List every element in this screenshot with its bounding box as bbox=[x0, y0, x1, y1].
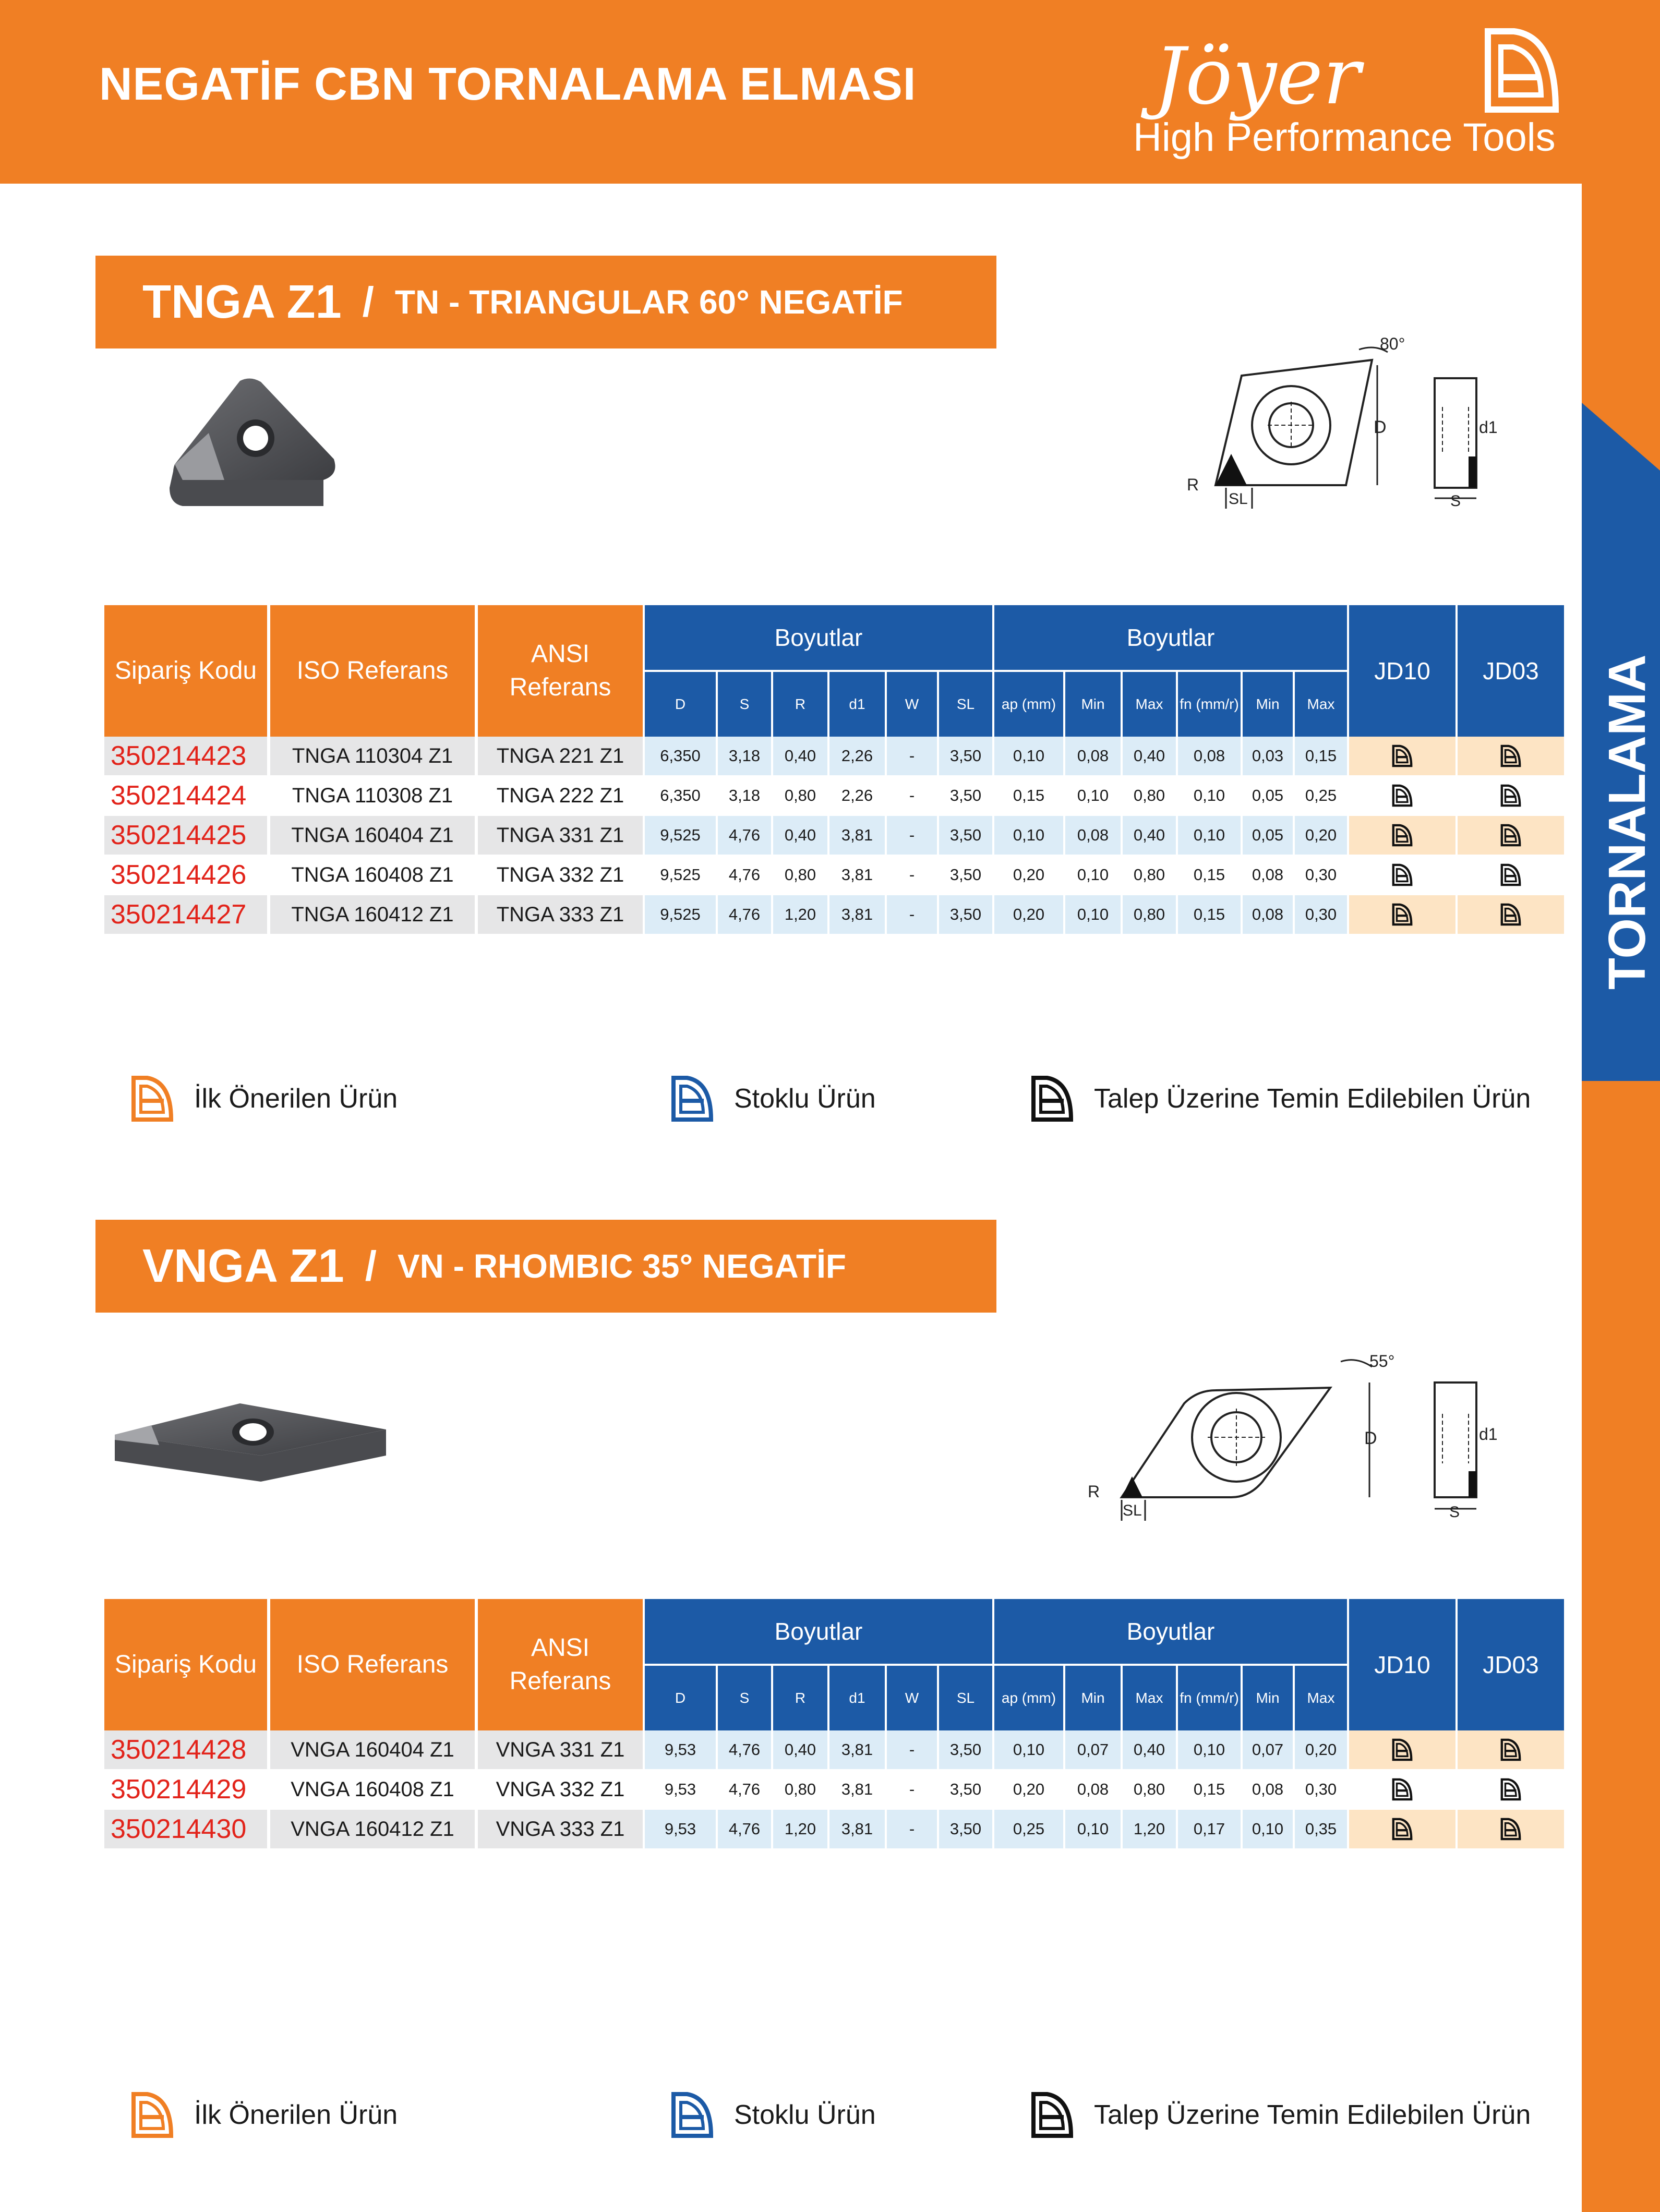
on-request-icon bbox=[1391, 744, 1414, 767]
cell-SL: 3,50 bbox=[939, 895, 992, 934]
drawing-r-label: R bbox=[1088, 1482, 1100, 1501]
cell-jd10-availability bbox=[1349, 776, 1455, 815]
cell-jd10-availability bbox=[1349, 816, 1455, 855]
cell-ansi: VNGA 333 Z1 bbox=[478, 1810, 643, 1848]
header-sl: SL bbox=[939, 672, 992, 737]
cell-ansi: TNGA 331 Z1 bbox=[478, 816, 643, 855]
cell-code: 350214426 bbox=[111, 860, 247, 890]
vnga-table bbox=[104, 1599, 1570, 1849]
cell-ap-max: 0,40 bbox=[1123, 737, 1176, 775]
cell-ap-min: 0,10 bbox=[1077, 865, 1109, 884]
cell-fn-max: 0,30 bbox=[1295, 895, 1347, 934]
table-header bbox=[104, 1599, 1570, 1730]
tnga-insert-photo bbox=[167, 376, 339, 511]
cell-iso: TNGA 110304 Z1 bbox=[270, 737, 475, 775]
header-jd10: JD10 bbox=[1349, 605, 1455, 737]
cell-R: 0,80 bbox=[784, 865, 816, 884]
cell-fn-max: 0,20 bbox=[1295, 816, 1347, 855]
cell-S: 4,76 bbox=[718, 1730, 771, 1769]
cell-ap-min: 0,10 bbox=[1065, 895, 1121, 934]
on-request-icon bbox=[1391, 824, 1414, 847]
side-tab-label: TORNALAMA bbox=[1598, 654, 1656, 990]
drawing-d-label: D bbox=[1374, 417, 1387, 437]
cell-W: - bbox=[887, 1730, 937, 1769]
section-separator: / bbox=[362, 279, 374, 325]
cell-ap-min: 0,10 bbox=[1077, 786, 1109, 804]
on-request-icon bbox=[1030, 1075, 1074, 1123]
cell-D: 9,525 bbox=[660, 865, 701, 884]
cell-S: 4,76 bbox=[728, 1780, 761, 1798]
header-sl: SL bbox=[939, 1666, 992, 1730]
cell-jd03-availability bbox=[1458, 816, 1564, 855]
header-ap: ap (mm) bbox=[994, 1666, 1063, 1730]
cell-W: - bbox=[909, 786, 915, 804]
on-request-icon bbox=[1499, 863, 1522, 886]
header-cutting: Boyutlar bbox=[994, 605, 1347, 670]
header-r: R bbox=[773, 672, 827, 737]
cell-S: 3,18 bbox=[728, 786, 761, 804]
cell-jd10-availability bbox=[1349, 1730, 1455, 1769]
cell-ansi: TNGA 333 Z1 bbox=[478, 895, 643, 934]
page-title: NEGATİF CBN TORNALAMA ELMASI bbox=[99, 58, 917, 110]
table-row bbox=[104, 856, 1570, 895]
cell-ap-max: 0,80 bbox=[1133, 786, 1165, 804]
cell-iso: TNGA 160408 Z1 bbox=[291, 863, 454, 886]
legend-recommended bbox=[130, 1075, 398, 1123]
cell-SL: 3,50 bbox=[939, 1730, 992, 1769]
stock-icon bbox=[670, 1075, 714, 1123]
section-banner-tnga bbox=[95, 256, 996, 348]
section-subtitle: TN - TRIANGULAR 60° NEGATİF bbox=[394, 283, 903, 321]
section-subtitle: VN - RHOMBIC 35° NEGATİF bbox=[397, 1247, 846, 1285]
drawing-d-label: D bbox=[1364, 1428, 1377, 1448]
cell-S: 4,76 bbox=[718, 816, 771, 855]
cell-W: - bbox=[909, 1780, 915, 1798]
on-request-icon bbox=[1391, 1778, 1414, 1801]
cell-ap: 0,10 bbox=[994, 816, 1063, 855]
cell-ap: 0,20 bbox=[1013, 1780, 1045, 1798]
table-row bbox=[104, 1770, 1570, 1810]
legend-on-request-label: Talep Üzerine Temin Edilebilen Ürün bbox=[1094, 2100, 1531, 2130]
cell-D: 9,53 bbox=[645, 1730, 716, 1769]
cell-fn-max: 0,35 bbox=[1295, 1810, 1347, 1848]
cell-d1: 3,81 bbox=[841, 865, 873, 884]
cell-SL: 3,50 bbox=[939, 737, 992, 775]
section-code: TNGA Z1 bbox=[142, 275, 342, 328]
header-ansi: ANSI Referans bbox=[478, 605, 643, 737]
drawing-s-label: S bbox=[1449, 1504, 1460, 1521]
cell-jd03-availability bbox=[1458, 1770, 1564, 1809]
cell-W: - bbox=[887, 737, 937, 775]
cell-W: - bbox=[887, 895, 937, 934]
header-d1: d1 bbox=[829, 1666, 885, 1730]
table-row bbox=[104, 816, 1570, 856]
cell-code: 350214427 bbox=[104, 895, 267, 934]
cell-jd10-availability bbox=[1349, 1810, 1455, 1848]
vnga-insert-photo bbox=[104, 1398, 396, 1487]
brand-logo bbox=[1133, 26, 1561, 167]
header-r: R bbox=[773, 1666, 827, 1730]
header-d1: d1 bbox=[829, 672, 885, 737]
cell-fn-min: 0,10 bbox=[1243, 1810, 1293, 1848]
on-request-icon bbox=[1391, 903, 1414, 926]
cell-d1: 3,81 bbox=[829, 1810, 885, 1848]
vnga-technical-drawing bbox=[1080, 1325, 1497, 1534]
cell-ap: 0,15 bbox=[1013, 786, 1045, 804]
legend-stock bbox=[670, 2091, 876, 2139]
header-ap-max: Max bbox=[1123, 1666, 1176, 1730]
drawing-d1-label: d1 bbox=[1479, 418, 1498, 437]
cell-fn: 0,15 bbox=[1193, 865, 1225, 884]
header-dimensions: Boyutlar bbox=[645, 605, 992, 670]
cell-ap: 0,25 bbox=[994, 1810, 1063, 1848]
cell-fn-min: 0,05 bbox=[1252, 786, 1284, 804]
cell-R: 1,20 bbox=[773, 895, 827, 934]
cell-fn-max: 0,30 bbox=[1305, 1780, 1337, 1798]
section-code: VNGA Z1 bbox=[142, 1240, 344, 1292]
cell-code: 350214423 bbox=[104, 737, 267, 775]
header-w: W bbox=[887, 672, 937, 737]
cell-W: - bbox=[887, 1810, 937, 1848]
cell-fn: 0,17 bbox=[1178, 1810, 1241, 1848]
cell-S: 3,18 bbox=[718, 737, 771, 775]
stock-icon bbox=[670, 2091, 714, 2139]
cell-jd03-availability bbox=[1458, 895, 1564, 934]
recommended-icon bbox=[130, 2091, 174, 2139]
header-s: S bbox=[718, 672, 771, 737]
header-fn-max: Max bbox=[1295, 1666, 1347, 1730]
on-request-icon bbox=[1499, 903, 1522, 926]
cell-S: 4,76 bbox=[718, 1810, 771, 1848]
legend-recommended-label: İlk Önerilen Ürün bbox=[194, 1084, 398, 1114]
cell-jd10-availability bbox=[1349, 1770, 1455, 1809]
cell-jd03-availability bbox=[1458, 737, 1564, 775]
header-cutting: Boyutlar bbox=[994, 1599, 1347, 1664]
brand-mark-icon bbox=[1483, 26, 1561, 115]
cell-ansi: TNGA 221 Z1 bbox=[478, 737, 643, 775]
cell-code: 350214430 bbox=[104, 1810, 267, 1848]
cell-fn: 0,10 bbox=[1193, 786, 1225, 804]
cell-ap: 0,10 bbox=[994, 1730, 1063, 1769]
cell-W: - bbox=[887, 816, 937, 855]
cell-SL: 3,50 bbox=[939, 1810, 992, 1848]
cell-fn-min: 0,08 bbox=[1252, 865, 1284, 884]
on-request-icon bbox=[1499, 744, 1522, 767]
cell-d1: 3,81 bbox=[829, 1730, 885, 1769]
cell-ap-min: 0,08 bbox=[1077, 1780, 1109, 1798]
table-row bbox=[104, 895, 1570, 935]
header-ap-max: Max bbox=[1123, 672, 1176, 737]
cell-iso: TNGA 160412 Z1 bbox=[270, 895, 475, 934]
header-fn: fn (mm/r) bbox=[1178, 672, 1241, 737]
cell-D: 9,525 bbox=[645, 895, 716, 934]
drawing-sl-label: SL bbox=[1229, 490, 1248, 508]
legend-on-request bbox=[1030, 2091, 1531, 2139]
cell-W: - bbox=[909, 865, 915, 884]
section-separator: / bbox=[365, 1243, 377, 1289]
drawing-angle: 55° bbox=[1369, 1352, 1395, 1371]
cell-R: 0,40 bbox=[773, 816, 827, 855]
cell-ansi: VNGA 332 Z1 bbox=[496, 1777, 625, 1801]
on-request-icon bbox=[1391, 863, 1414, 886]
drawing-angle: 80° bbox=[1380, 334, 1405, 353]
section-banner-vnga bbox=[95, 1220, 996, 1313]
cell-D: 9,525 bbox=[645, 816, 716, 855]
cell-d1: 3,81 bbox=[829, 895, 885, 934]
cell-ansi: TNGA 332 Z1 bbox=[496, 863, 624, 886]
cell-ap-max: 0,80 bbox=[1123, 895, 1176, 934]
on-request-icon bbox=[1499, 1738, 1522, 1761]
table-body bbox=[104, 737, 1570, 935]
cell-fn: 0,10 bbox=[1178, 1730, 1241, 1769]
on-request-icon bbox=[1391, 1818, 1414, 1841]
header-order-code: Sipariş Kodu bbox=[104, 1599, 267, 1730]
cell-d1: 3,81 bbox=[841, 1780, 873, 1798]
table-row bbox=[104, 737, 1570, 776]
on-request-icon bbox=[1391, 784, 1414, 807]
header-ap: ap (mm) bbox=[994, 672, 1063, 737]
tnga-table bbox=[104, 605, 1570, 935]
header-order-code: Sipariş Kodu bbox=[104, 605, 267, 737]
header-jd03: JD03 bbox=[1458, 605, 1564, 737]
cell-SL: 3,50 bbox=[949, 1780, 982, 1798]
cell-ap-min: 0,08 bbox=[1065, 816, 1121, 855]
cell-iso: TNGA 110308 Z1 bbox=[292, 784, 453, 807]
cell-fn-max: 0,15 bbox=[1295, 737, 1347, 775]
header-d: D bbox=[645, 672, 716, 737]
cell-jd03-availability bbox=[1458, 1810, 1564, 1848]
cell-code: 350214429 bbox=[111, 1774, 247, 1805]
cell-code: 350214424 bbox=[111, 780, 247, 811]
cell-jd03-availability bbox=[1458, 776, 1564, 815]
header-bar bbox=[0, 0, 1660, 184]
on-request-icon bbox=[1391, 1738, 1414, 1761]
cell-D: 9,53 bbox=[645, 1810, 716, 1848]
legend-recommended-label: İlk Önerilen Ürün bbox=[194, 2100, 398, 2130]
header-w: W bbox=[887, 1666, 937, 1730]
cell-ansi: VNGA 331 Z1 bbox=[478, 1730, 643, 1769]
cell-ap-min: 0,08 bbox=[1065, 737, 1121, 775]
cell-fn-min: 0,07 bbox=[1243, 1730, 1293, 1769]
legend-on-request-label: Talep Üzerine Temin Edilebilen Ürün bbox=[1094, 1084, 1531, 1114]
legend-stock bbox=[670, 1075, 876, 1123]
tnga-technical-drawing bbox=[1179, 329, 1498, 522]
cell-ap-max: 1,20 bbox=[1123, 1810, 1176, 1848]
cell-SL: 3,50 bbox=[939, 816, 992, 855]
cell-SL: 3,50 bbox=[949, 865, 982, 884]
cell-fn-min: 0,03 bbox=[1243, 737, 1293, 775]
cell-iso: VNGA 160404 Z1 bbox=[270, 1730, 475, 1769]
cell-fn-max: 0,25 bbox=[1305, 786, 1337, 804]
cell-fn-min: 0,08 bbox=[1252, 1780, 1284, 1798]
cell-ap: 0,20 bbox=[994, 895, 1063, 934]
cell-fn-min: 0,08 bbox=[1243, 895, 1293, 934]
cell-ap-max: 0,80 bbox=[1133, 1780, 1165, 1798]
cell-SL: 3,50 bbox=[949, 786, 982, 804]
header-ansi: ANSI Referans bbox=[478, 1599, 643, 1730]
drawing-r-label: R bbox=[1187, 475, 1199, 494]
drawing-s-label: S bbox=[1450, 492, 1461, 510]
cell-fn-max: 0,20 bbox=[1295, 1730, 1347, 1769]
legend-recommended bbox=[130, 2091, 398, 2139]
cell-R: 0,80 bbox=[784, 786, 816, 804]
recommended-icon bbox=[130, 1075, 174, 1123]
header-d: D bbox=[645, 1666, 716, 1730]
cell-jd10-availability bbox=[1349, 856, 1455, 894]
brand-tagline: High Performance Tools bbox=[1133, 115, 1556, 160]
cell-d1: 3,81 bbox=[829, 816, 885, 855]
cell-ap-max: 0,80 bbox=[1133, 865, 1165, 884]
cell-ap-min: 0,10 bbox=[1065, 1810, 1121, 1848]
cell-d1: 2,26 bbox=[841, 786, 873, 804]
legend bbox=[130, 2091, 1539, 2143]
cell-fn-min: 0,05 bbox=[1243, 816, 1293, 855]
on-request-icon bbox=[1499, 1818, 1522, 1841]
cell-ap: 0,20 bbox=[1013, 865, 1045, 884]
cell-fn: 0,15 bbox=[1193, 1780, 1225, 1798]
header-jd10: JD10 bbox=[1349, 1599, 1455, 1730]
on-request-icon bbox=[1499, 824, 1522, 847]
cell-R: 0,40 bbox=[773, 1730, 827, 1769]
header-fn-min: Min bbox=[1243, 1666, 1293, 1730]
cell-R: 0,80 bbox=[784, 1780, 816, 1798]
cell-R: 0,40 bbox=[773, 737, 827, 775]
cell-fn: 0,15 bbox=[1178, 895, 1241, 934]
table-body bbox=[104, 1730, 1570, 1849]
table-row bbox=[104, 1810, 1570, 1849]
cell-S: 4,76 bbox=[728, 865, 761, 884]
cell-jd10-availability bbox=[1349, 737, 1455, 775]
header-jd03: JD03 bbox=[1458, 1599, 1564, 1730]
cell-ap: 0,10 bbox=[994, 737, 1063, 775]
legend-stock-label: Stoklu Ürün bbox=[734, 2100, 876, 2130]
on-request-icon bbox=[1499, 784, 1522, 807]
header-ap-min: Min bbox=[1065, 672, 1121, 737]
cell-S: 4,76 bbox=[718, 895, 771, 934]
cell-jd03-availability bbox=[1458, 1730, 1564, 1769]
cell-R: 1,20 bbox=[773, 1810, 827, 1848]
on-request-icon bbox=[1499, 1778, 1522, 1801]
header-ap-min: Min bbox=[1065, 1666, 1121, 1730]
cell-code: 350214428 bbox=[104, 1730, 267, 1769]
cell-D: 6,350 bbox=[660, 786, 701, 804]
header-dimensions: Boyutlar bbox=[645, 1599, 992, 1664]
header-s: S bbox=[718, 1666, 771, 1730]
cell-fn: 0,10 bbox=[1178, 816, 1241, 855]
cell-ap-max: 0,40 bbox=[1123, 816, 1176, 855]
cell-d1: 2,26 bbox=[829, 737, 885, 775]
cell-fn-max: 0,30 bbox=[1305, 865, 1337, 884]
cell-ap-max: 0,40 bbox=[1123, 1730, 1176, 1769]
cell-jd03-availability bbox=[1458, 856, 1564, 894]
header-fn-max: Max bbox=[1295, 672, 1347, 737]
cell-ap-min: 0,07 bbox=[1065, 1730, 1121, 1769]
header-fn-min: Min bbox=[1243, 672, 1293, 737]
table-header bbox=[104, 605, 1570, 737]
table-row bbox=[104, 1730, 1570, 1770]
cell-D: 6,350 bbox=[645, 737, 716, 775]
table-row bbox=[104, 776, 1570, 816]
cell-iso: VNGA 160412 Z1 bbox=[270, 1810, 475, 1848]
cell-ansi: TNGA 222 Z1 bbox=[496, 784, 624, 807]
header-fn: fn (mm/r) bbox=[1178, 1666, 1241, 1730]
side-tab bbox=[1582, 184, 1660, 2212]
drawing-d1-label: d1 bbox=[1479, 1425, 1498, 1444]
legend bbox=[130, 1075, 1539, 1127]
cell-iso: VNGA 160408 Z1 bbox=[291, 1777, 454, 1801]
legend-on-request bbox=[1030, 1075, 1531, 1123]
header-iso: ISO Referans bbox=[270, 605, 475, 737]
cell-jd10-availability bbox=[1349, 895, 1455, 934]
header-iso: ISO Referans bbox=[270, 1599, 475, 1730]
brand-name: Jöyer bbox=[1154, 31, 1361, 122]
drawing-sl-label: SL bbox=[1123, 1502, 1142, 1519]
cell-fn: 0,08 bbox=[1178, 737, 1241, 775]
cell-D: 9,53 bbox=[664, 1780, 696, 1798]
cell-code: 350214425 bbox=[104, 816, 267, 855]
legend-stock-label: Stoklu Ürün bbox=[734, 1084, 876, 1114]
on-request-icon bbox=[1030, 2091, 1074, 2139]
cell-iso: TNGA 160404 Z1 bbox=[270, 816, 475, 855]
